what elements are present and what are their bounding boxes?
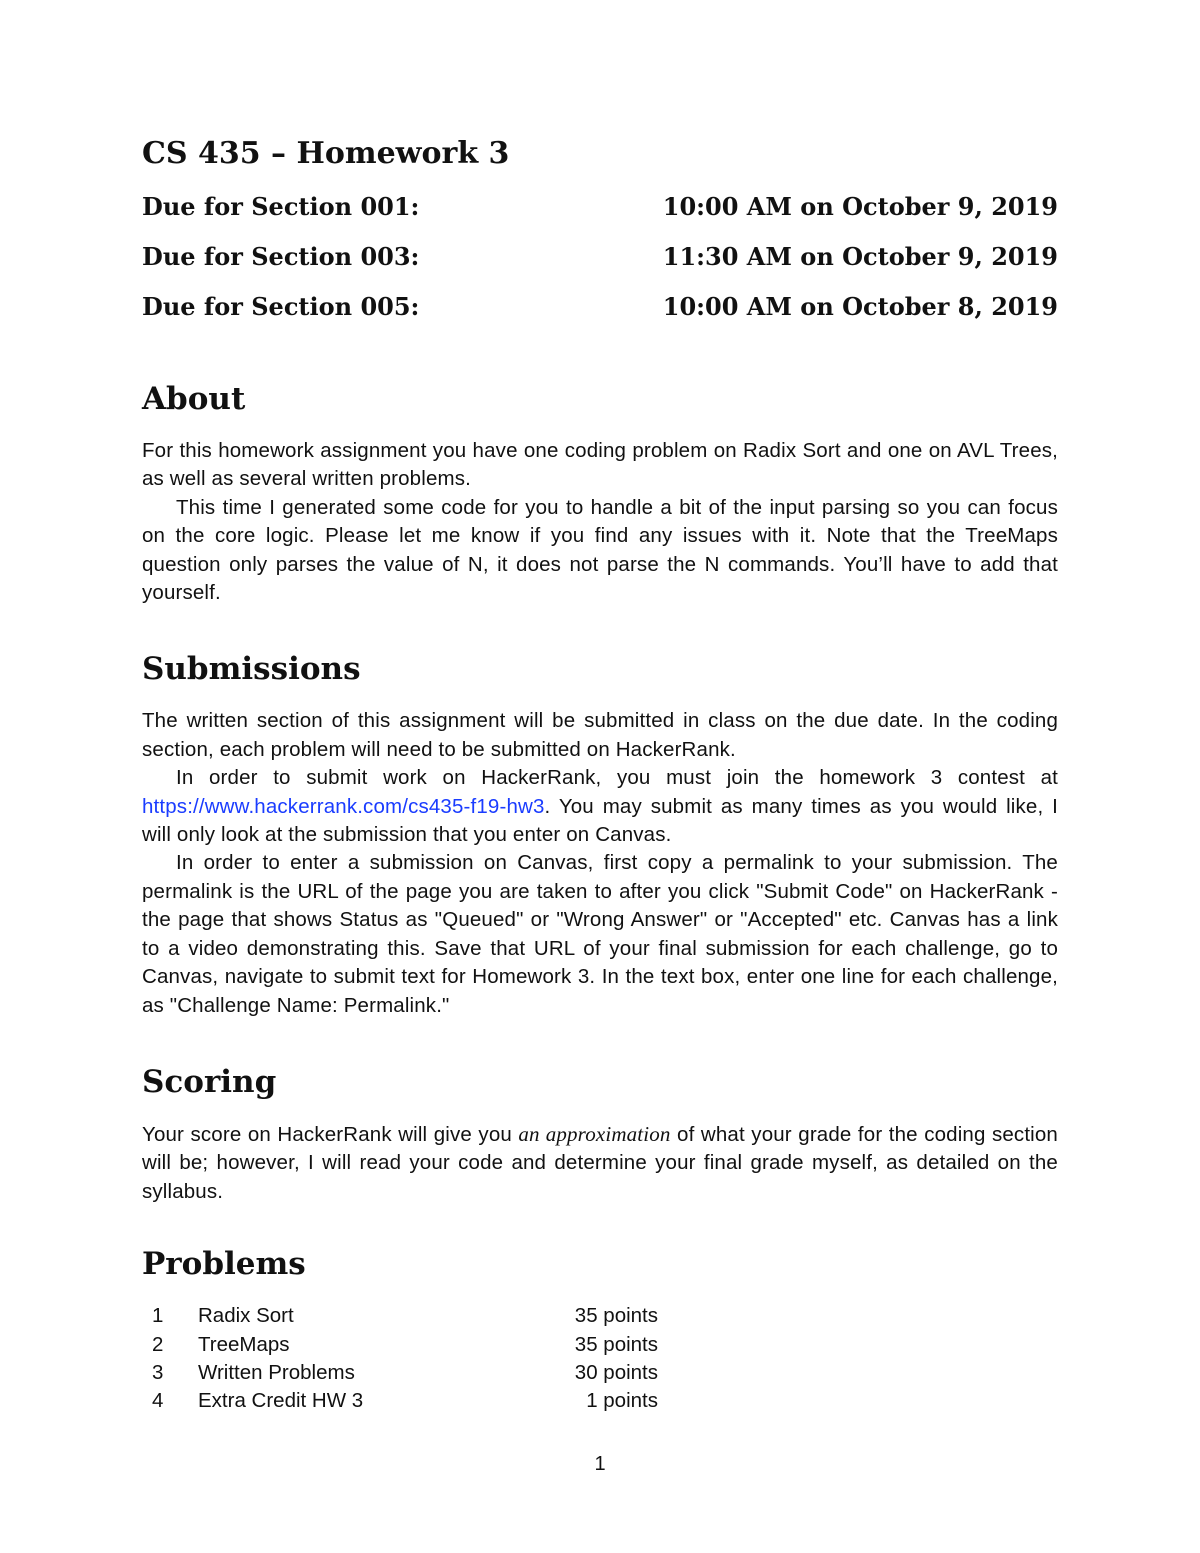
due-label: Due for Section 003:	[142, 242, 420, 271]
submissions-paragraph: In order to enter a submission on Canvas, first copy a permalink to your submission. The permalink is the URL of the page you are taken to after you click "Submit Code" on HackerRank - the page that shows Status as "Queued" or "Wrong Answer" or "Accepted" etc. Canvas has a link to a video demonstrating this. Save that URL of your final submission for each challenge, go to Canvas, navigate to submit text for Homework 3. In the text box, enter one line for each challenge, as "Challenge Name: Permalink."	[142, 851, 1058, 1017]
submissions-paragraph	[142, 764, 1058, 849]
due-row-section-003	[142, 241, 1058, 291]
problem-points: 30 points	[574, 1360, 658, 1384]
scoring-heading: Scoring	[142, 1063, 277, 1100]
problem-number: 2	[152, 1332, 164, 1356]
about-paragraph: For this homework assignment you have one coding problem on Radix Sort and one on AVL Trees, as well as several written problems.	[142, 439, 1058, 491]
submissions-section	[142, 707, 1058, 1019]
scoring-text: Your score on HackerRank will give you	[142, 1122, 519, 1146]
due-row-section-005	[142, 291, 1058, 341]
hackerrank-contest-link[interactable]: https://www.hackerrank.com/cs435-f19-hw3	[142, 794, 545, 818]
table-row	[142, 1387, 658, 1415]
scoring-text: of what your grade for the coding section will be; however, I will read your code and determine your final grade myself, as detailed on the syllabus.	[142, 1122, 1058, 1203]
problem-number: 3	[152, 1360, 164, 1384]
submissions-text: . You may submit as many times as you would like, I will only look at the submission that you enter on Canvas.	[142, 794, 1058, 847]
scoring-emphasis: an approximation	[518, 1121, 671, 1146]
due-label: Due for Section 005:	[142, 292, 420, 321]
due-label: Due for Section 001:	[142, 192, 420, 221]
due-dates	[142, 191, 1058, 341]
submissions-heading: Submissions	[142, 651, 361, 688]
problem-points: 35 points	[574, 1332, 658, 1356]
submissions-paragraph: The written section of this assignment will be submitted in class on the due date. In the coding section, each problem will need to be submitted on HackerRank.	[142, 709, 1058, 761]
scoring-paragraph	[142, 1120, 1058, 1206]
problem-name: Written Problems	[198, 1360, 355, 1384]
page-title: CS 435 – Homework 3	[142, 136, 510, 171]
problem-name: TreeMaps	[198, 1332, 290, 1356]
problems-table	[142, 1302, 658, 1416]
about-section	[142, 437, 1058, 607]
table-row	[142, 1359, 658, 1387]
problem-name: Radix Sort	[198, 1304, 294, 1328]
problem-points: 35 points	[574, 1304, 658, 1328]
problem-name: Extra Credit HW 3	[198, 1389, 364, 1413]
about-paragraph: This time I generated some code for you to handle a bit of the input parsing so you can focus on the core logic. Please let me know if you find any issues with it. Note that the TreeMaps question only parses the value of N, it does not parse the N commands. You’ll have to add that yourself.	[142, 495, 1058, 605]
submissions-text: In order to submit work on HackerRank, you must join the homework 3 contest at	[176, 766, 1058, 790]
page-content	[142, 134, 1058, 1416]
due-time: 10:00 AM on October 8, 2019	[662, 292, 1058, 321]
problem-number: 1	[152, 1304, 164, 1328]
problems-heading: Problems	[142, 1246, 306, 1283]
due-time: 10:00 AM on October 9, 2019	[662, 192, 1058, 221]
scoring-section	[142, 1120, 1058, 1206]
page-number: 1	[594, 1453, 606, 1475]
due-row-section-001	[142, 191, 1058, 241]
due-time: 11:30 AM on October 9, 2019	[662, 242, 1058, 271]
about-heading: About	[142, 381, 246, 417]
problem-number: 4	[152, 1389, 164, 1413]
table-row	[142, 1302, 658, 1330]
table-row	[142, 1331, 658, 1359]
problem-points: 1 points	[586, 1389, 658, 1413]
